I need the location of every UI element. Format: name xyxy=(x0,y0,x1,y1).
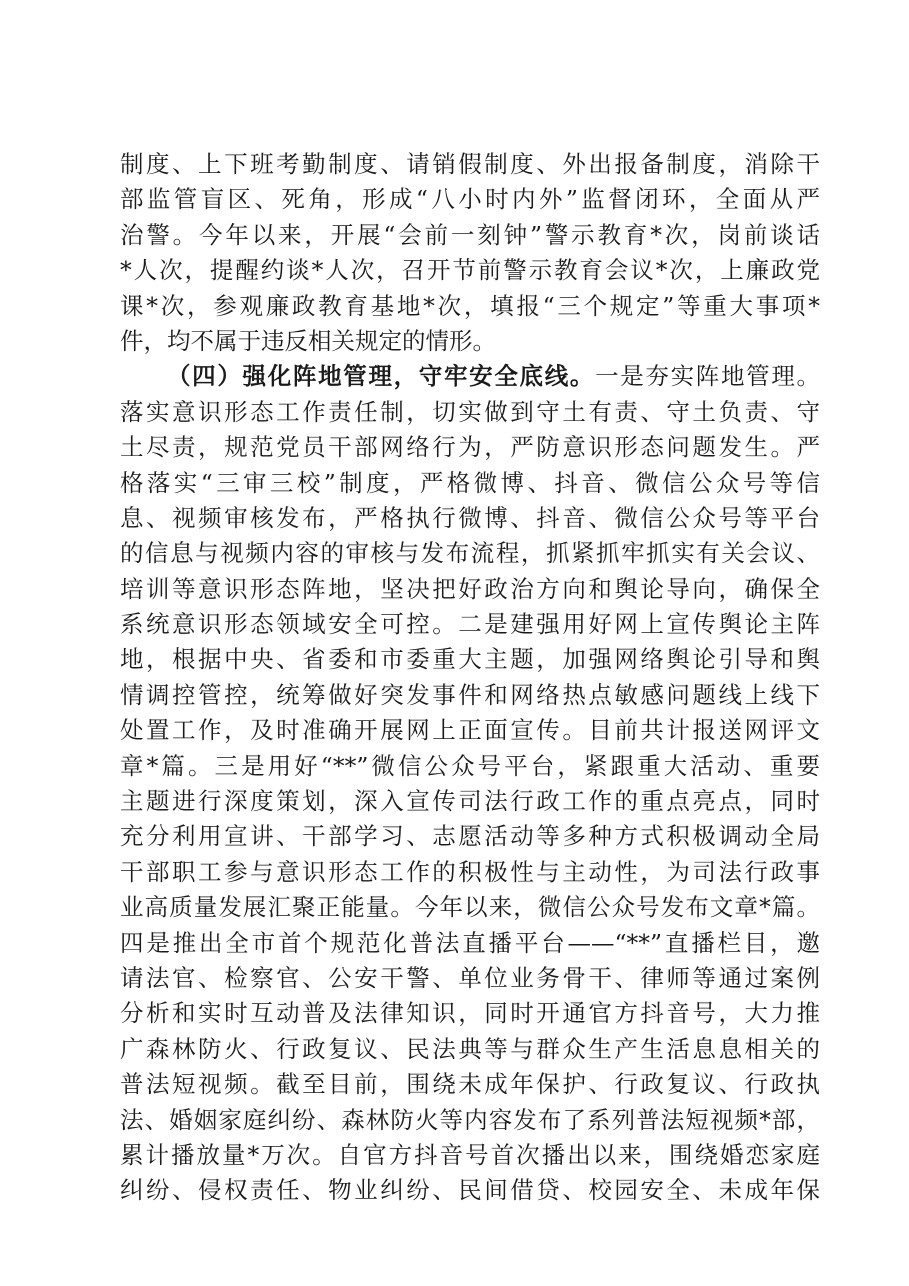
paragraph-discipline-supervision xyxy=(120,147,820,359)
text-line: 法、婚姻家庭纠纷、森林防火等内容发布了系列普法短视频*部， xyxy=(120,1105,820,1134)
text-line: 充分利用宣讲、干部学习、志愿活动等多种方式积极调动全局 xyxy=(120,822,820,851)
text-line: 广森林防火、行政复议、民法典等与群众生产生活息息相关的 xyxy=(120,1034,820,1063)
text-line: 情调控管控，统筹做好突发事件和网络热点敏感问题线上线下 xyxy=(120,680,820,709)
paragraph-position-management xyxy=(120,359,820,1208)
text-line: 业高质量发展汇聚正能量。今年以来，微信公众号发布文章*篇。 xyxy=(120,893,820,922)
text-line: 培训等意识形态阵地，坚决把好政治方向和舆论导向，确保全 xyxy=(120,574,820,603)
text-line: 请法官、检察官、公安干警、单位业务骨干、律师等通过案例 xyxy=(120,963,820,992)
text-line: 章*篇。三是用好“**”微信公众号平台，紧跟重大活动、重要 xyxy=(120,751,820,780)
text-line: 治警。今年以来，开展“会前一刻钟”警示教育*次，岗前谈话 xyxy=(120,220,820,249)
text-line: 制度、上下班考勤制度、请销假制度、外出报备制度，消除干 xyxy=(120,150,820,178)
text-line: 格落实“三审三校”制度，严格微博、抖音、微信公众号等信 xyxy=(120,468,820,497)
text-line: 土尽责，规范党员干部网络行为，严防意识形态问题发生。严 xyxy=(120,433,820,462)
section-heading-continuation: 一是夯实阵地管理。 xyxy=(595,362,820,391)
text-line: 地，根据中央、省委和市委重大主题，加强网络舆论引导和舆 xyxy=(120,645,820,674)
section-heading-line xyxy=(120,359,820,394)
text-line: 四是推出全市首个规范化普法直播平台——“**”直播栏目，邀 xyxy=(120,928,820,957)
text-line: 主题进行深度策划，深入宣传司法行政工作的重点亮点，同时 xyxy=(120,787,820,816)
text-line: 处置工作，及时准确开展网上正面宣传。目前共计报送网评文 xyxy=(120,716,820,745)
text-line: 累计播放量*万次。自官方抖音号首次播出以来，围绕婚恋家庭 xyxy=(120,1140,820,1169)
text-line: 课*次，参观廉政教育基地*次，填报“三个规定”等重大事项* xyxy=(120,291,820,320)
text-line: 纠纷、侵权责任、物业纠纷、民间借贷、校园安全、未成年保 xyxy=(120,1176,820,1205)
document-body xyxy=(120,147,820,1209)
text-line: 息、视频审核发布，严格执行微博、抖音、微信公众号等平台 xyxy=(120,503,820,532)
text-line: 的信息与视频内容的审核与发布流程，抓紧抓牢抓实有关会议、 xyxy=(120,539,820,568)
text-line: 干部职工参与意识形态工作的积极性与主动性，为司法行政事 xyxy=(120,857,820,886)
text-line: 分析和实时互动普及法律知识，同时开通官方抖音号，大力推 xyxy=(120,999,820,1028)
text-line: 落实意识形态工作责任制，切实做到守土有责、守土负责、守 xyxy=(120,397,820,426)
text-line: 系统意识形态领域安全可控。二是建强用好网上宣传舆论主阵 xyxy=(120,610,820,639)
text-line: 普法短视频。截至目前，围绕未成年保护、行政复议、行政执 xyxy=(120,1070,820,1099)
text-line: *人次，提醒约谈*人次，召开节前警示教育会议*次，上廉政党 xyxy=(120,256,820,285)
text-line: 件，均不属于违反相关规定的情形。 xyxy=(120,326,496,355)
text-line: 部监管盲区、死角，形成“八小时内外”监督闭环，全面从严 xyxy=(120,185,820,214)
section-heading: （四）强化阵地管理，守牢安全底线。 xyxy=(167,362,596,391)
